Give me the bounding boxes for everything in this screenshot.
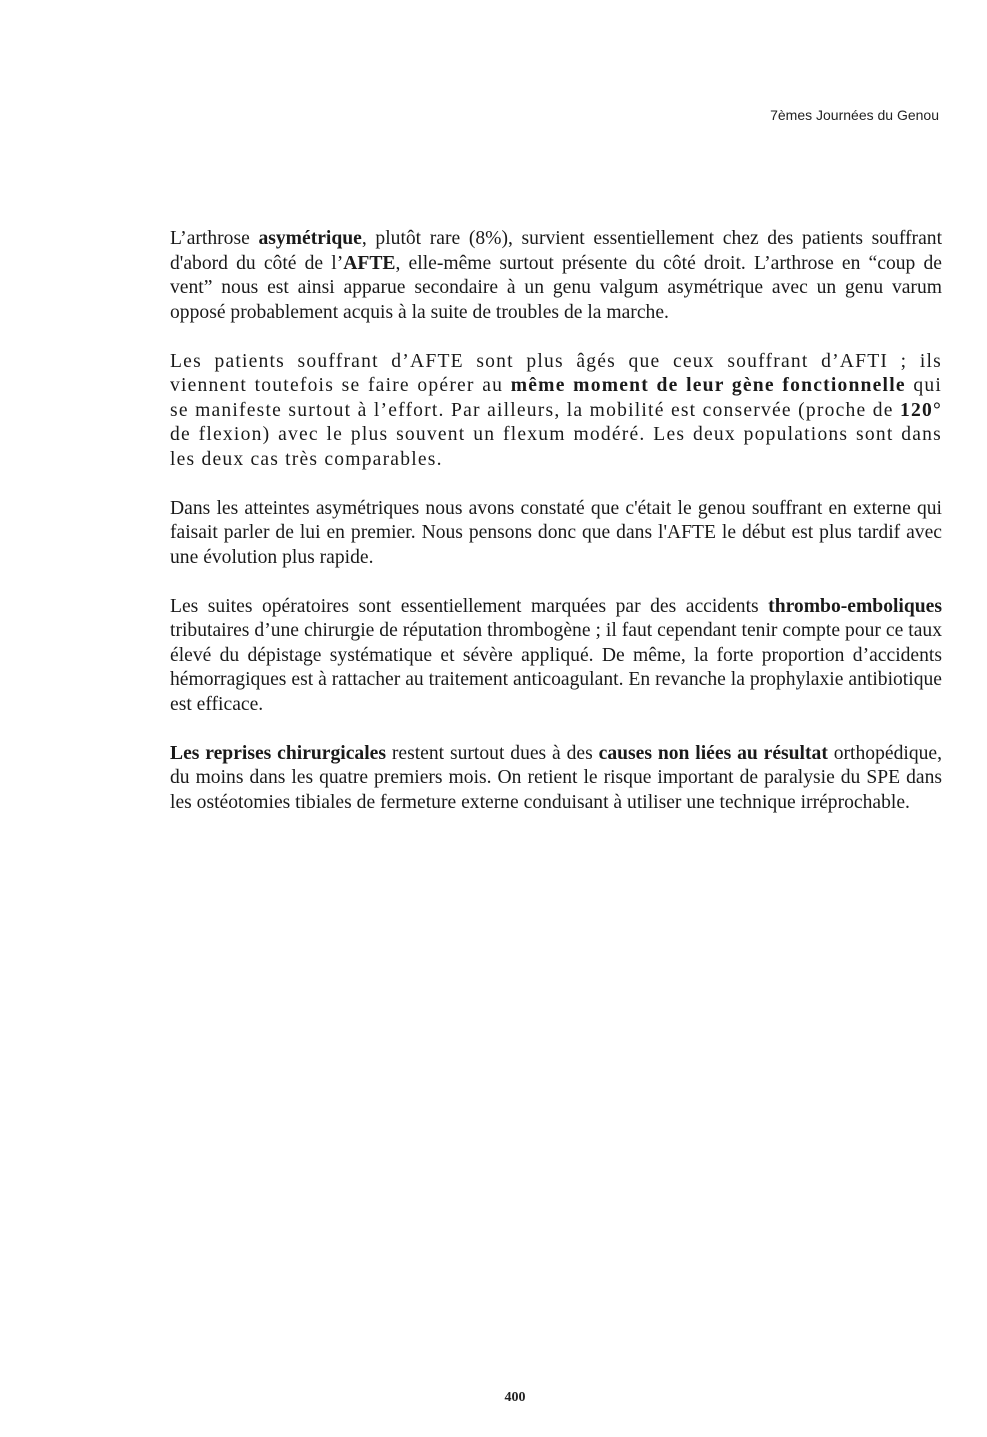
text-run: Les suites opératoires sont essentiellement marquées par des accidents <box>170 595 769 617</box>
bold-term: causes non liées au résultat <box>598 742 828 764</box>
paragraph-asymmetric-arthrosis <box>170 227 942 325</box>
bold-term: asymétrique <box>258 228 362 249</box>
text-run: restent surtout dues à des <box>386 742 599 764</box>
text-run: , plutôt rare (8%), survient essentiellement chez des patients souffrant d'abord du côté de l’ <box>170 228 943 274</box>
text-run: L’arthrose <box>170 228 259 249</box>
bold-term: AFTE <box>343 252 396 274</box>
bold-term: Les reprises chirurgicales <box>170 742 386 764</box>
running-header: 7èmes Journées du Genou <box>770 107 939 123</box>
page-number: 400 <box>504 1390 526 1405</box>
body-text <box>170 227 942 840</box>
text-run: qui se manifeste surtout à l’effort. Par ailleurs, la mobilité est conservée (proche de <box>170 375 942 421</box>
bold-term: thrombo-emboliques <box>768 595 942 617</box>
text-run: orthopédique, du moins dans les quatre premiers mois. On retient le risque important de paralysie du SPE dans les ostéotomies tibiales de fermeture externe conduisant à utiliser une technique irréprochable. <box>170 742 943 813</box>
text-run: Les patients souffrant d’AFTE sont plus âgés que ceux souffrant d’AFTI ; ils viennent toutefois se faire opérer au <box>170 350 942 396</box>
paragraph-postoperative <box>170 595 942 718</box>
paragraph-surgical-revisions <box>170 742 942 816</box>
paragraph-patient-comparison <box>170 350 942 473</box>
text-run: , elle-même surtout présente du côté droit. L’arthrose en “coup de vent” nous est ainsi apparue secondaire à un genu valgum asymétrique avec un genu varum opposé probablement acquis à la suite de troubles de la marche. <box>170 252 942 323</box>
text-run: Dans les atteintes asymétriques nous avons constaté que c'était le genou souffrant en externe qui faisait parler de lui en premier. Nous pensons donc que dans l'AFTE le début est plus tardif avec une évolution plus rapide. <box>170 497 942 568</box>
bold-term: 120° <box>899 399 942 421</box>
bold-term: même moment de leur gène fonctionnelle <box>510 375 906 396</box>
paragraph-asymmetric-onset <box>170 497 942 571</box>
text-run: de flexion) avec le plus souvent un flexum modéré. Les deux populations sont dans les deux cas très comparables. <box>170 424 942 470</box>
text-run: tributaires d’une chirurgie de réputation thrombogène ; il faut cependant tenir compte pour ce taux élevé du dépistage systématique et sévère appliqué. De même, la forte proportion d’accidents hémorragiques est à rattacher au traitement anticoagulant. En revanche la prophylaxie antibiotique est efficace. <box>170 620 942 715</box>
